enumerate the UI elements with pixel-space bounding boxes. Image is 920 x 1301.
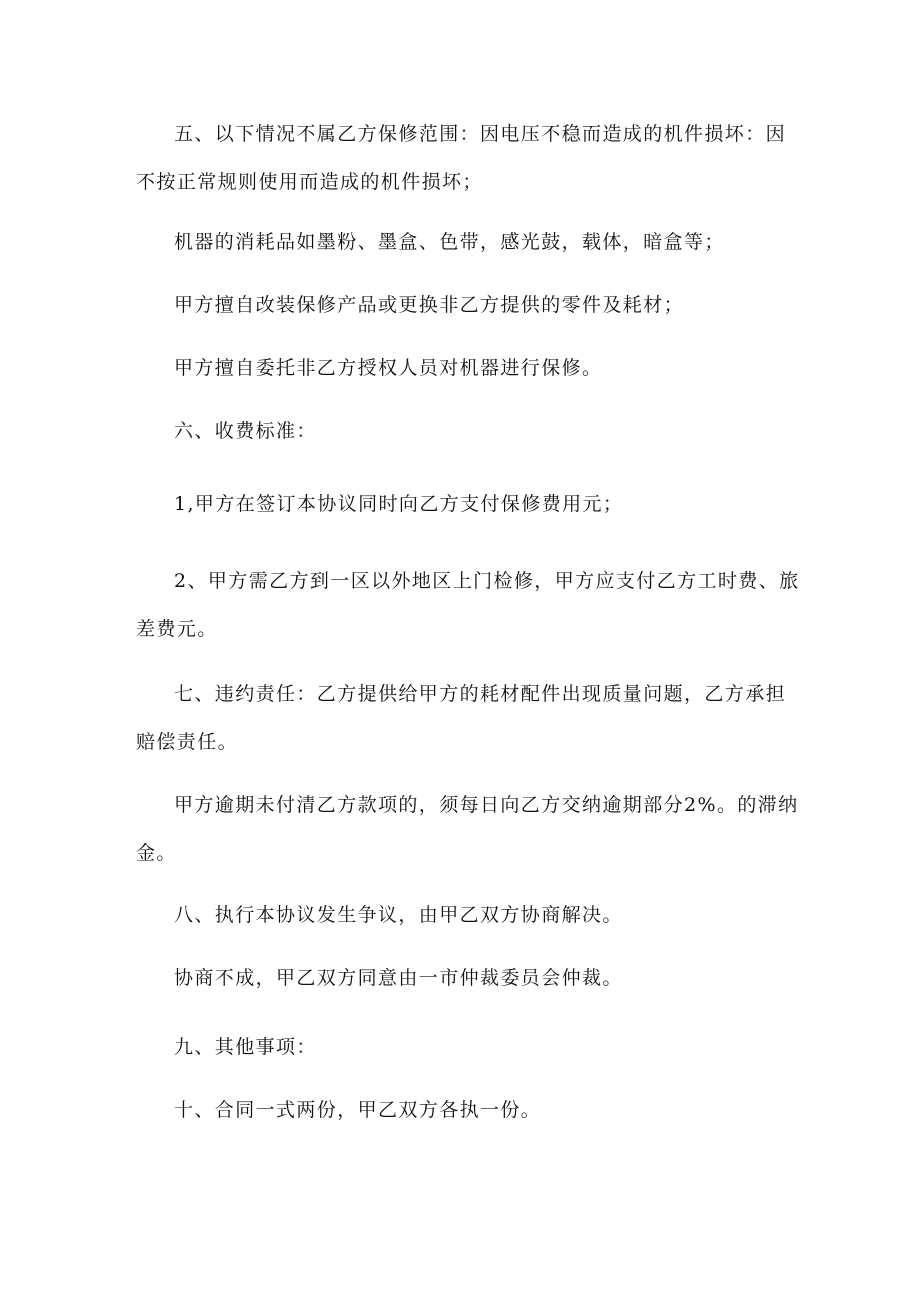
paragraph-copies	[136, 1086, 796, 1134]
paragraph-line: 协商不成，甲乙双方同意由一市仲裁委员会仲裁。	[174, 967, 623, 989]
paragraph-unauthorized-repair	[136, 344, 796, 392]
paragraph-consumables	[136, 218, 796, 266]
paragraph-line: 十、合同一式两份，甲乙双方各执一份。	[174, 1099, 542, 1121]
paragraph-line: 五、以下情况不属乙方保修范围：因电压不稳而造成的机件损坏：因	[174, 123, 787, 145]
section-heading-other	[136, 1023, 796, 1071]
paragraph-line: 甲方擅自改装保修产品或更换非乙方提供的零件及耗材；	[174, 294, 685, 316]
paragraph-line: 2、甲方需乙方到一区以外地区上门检修，甲方应支付乙方工时费、旅	[174, 570, 800, 592]
paragraph-line: 甲方擅自委托非乙方授权人员对机器进行保修。	[174, 357, 603, 379]
paragraph-liability	[136, 670, 796, 766]
paragraph-dispute	[136, 891, 796, 939]
paragraph-line: 不按正常规则使用而造成的机件损坏；	[136, 171, 483, 193]
paragraph-arbitration	[136, 954, 796, 1002]
paragraph-line: 金。	[136, 842, 177, 864]
paragraph-line: 七、违约责任：乙方提供给甲方的耗材配件出现质量问题，乙方承担	[174, 683, 787, 705]
section-heading-fees	[136, 407, 796, 455]
paragraph-warranty-exclusions	[136, 110, 796, 206]
paragraph-line: 甲方逾期未付清乙方款项的，须每日向乙方交纳逾期部分2%。的滞纳	[174, 794, 799, 816]
paragraph-line: 机器的消耗品如墨粉、墨盒、色带，感光鼓，载体，暗盒等；	[174, 231, 725, 253]
paragraph-line: 九、其他事项：	[174, 1036, 317, 1058]
paragraph-late-fee	[136, 781, 799, 877]
paragraph-line: 1,甲方在签订本协议同时向乙方支付保修费用元；	[174, 493, 624, 515]
paragraph-unauthorized-modification	[136, 281, 796, 329]
paragraph-line: 赔偿责任。	[136, 731, 239, 753]
paragraph-line: 六、收费标准：	[174, 420, 317, 442]
paragraph-line: 差费元。	[136, 618, 218, 640]
paragraph-fee-item-1	[136, 480, 796, 528]
paragraph-line: 八、执行本协议发生争议，由甲乙双方协商解决。	[174, 904, 623, 926]
paragraph-fee-item-2	[136, 557, 800, 653]
